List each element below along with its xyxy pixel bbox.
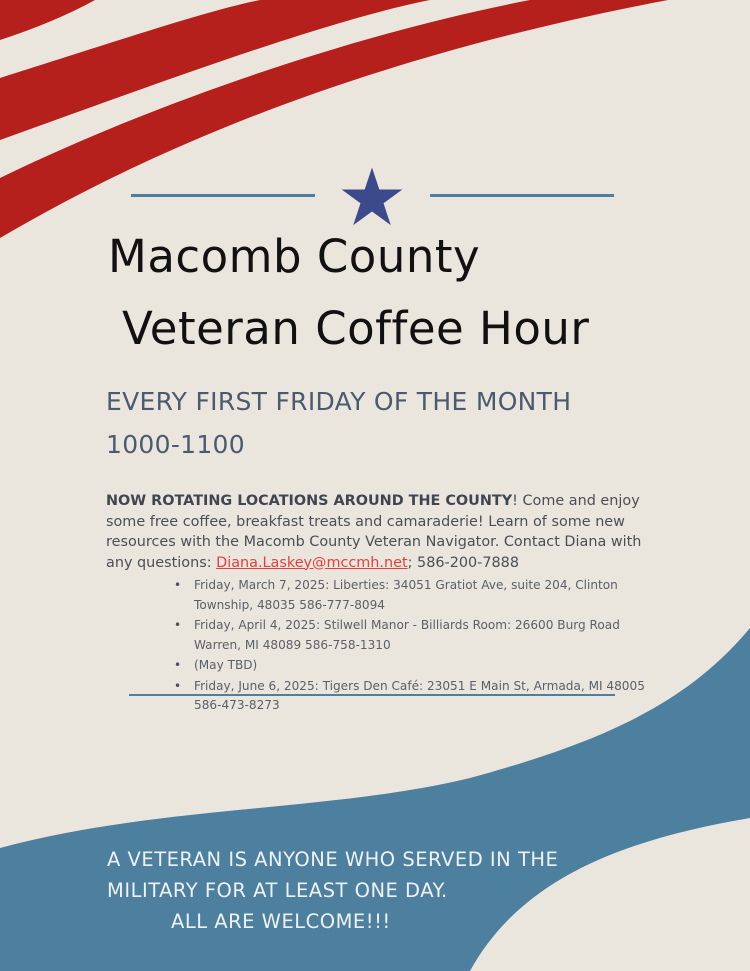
event-item-may: • (May TBD) [174, 656, 654, 676]
schedule-subtitle: EVERY FIRST FRIDAY OF THE MONTH [106, 387, 572, 416]
intro-bold-lead: NOW ROTATING LOCATIONS AROUND THE COUNTY [106, 493, 513, 509]
event-item-april: • Friday, April 4, 2025: Stilwell Manor - Billiards Room: 26600 Burg Road Warren, MI 48089 586-758-1310 [174, 616, 654, 655]
contact-phone: ; 586-200-7888 [407, 554, 519, 571]
red-stripe-top [0, 0, 95, 40]
footer-line2: MILITARY FOR AT LEAST ONE DAY. [107, 879, 448, 902]
page-title-line2: Veteran Coffee Hour [122, 302, 590, 355]
header-rule-right [430, 194, 614, 197]
star-icon [341, 166, 403, 226]
schedule-time: 1000-1100 [106, 430, 245, 459]
intro-text: ! Come and enjoy some free coffee, breakfast treats and camaraderie! Learn of some new resources with the Macomb County Veteran Navigator. Contact Diana with any questions: [106, 493, 642, 571]
page-title-line1: Macomb County [108, 230, 481, 283]
footer-welcome: ALL ARE WELCOME!!! [171, 910, 391, 933]
contact-email-link[interactable]: Diana.Laskey@mccmh.net [216, 554, 408, 571]
list-divider-rule [129, 694, 615, 696]
footer-message [107, 844, 558, 937]
intro-paragraph [106, 491, 666, 573]
event-item-march: • Friday, March 7, 2025: Liberties: 34051 Gratiot Ave, suite 204, Clinton Township, 48035 586-777-8094 [174, 576, 654, 615]
event-item-june: • Friday, June 6, 2025: Tigers Den Café: 23051 E Main St, Armada, MI 48005 586-473-8273 [174, 677, 654, 716]
footer-line1: A VETERAN IS ANYONE WHO SERVED IN THE [107, 848, 559, 871]
header-rule-left [131, 194, 315, 197]
